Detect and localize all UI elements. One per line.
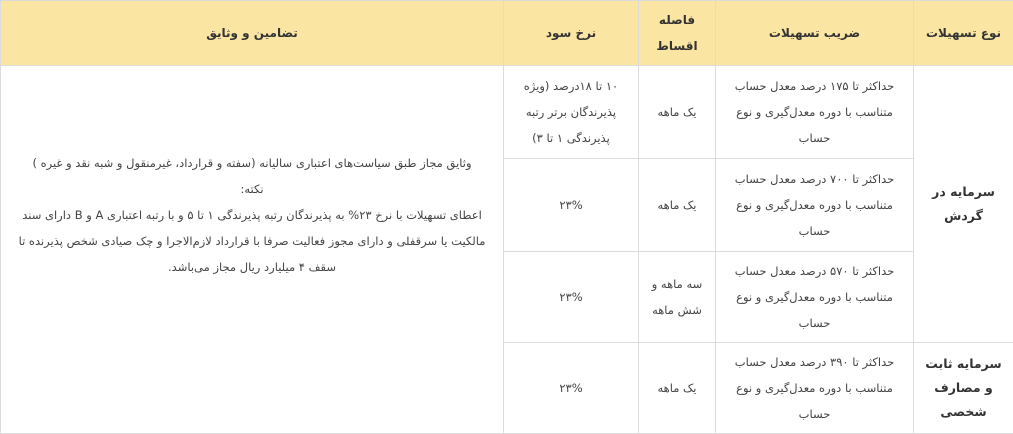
coefficient-cell: حداکثر تا ۳۹۰ درصد معدل حساب متناسب با دوره معدل‌گیری و نوع حساب (716, 343, 914, 434)
header-interest-rate: نرخ سود (504, 1, 639, 66)
table-row (1, 66, 1013, 159)
rate-cell: ۲۳% (504, 159, 639, 252)
interval-cell: یک ماهه (639, 66, 716, 159)
coefficient-cell: حداکثر تا ۵۷۰ درصد معدل حساب متناسب با دوره معدل‌گیری و نوع حساب (716, 252, 914, 343)
header-coefficient: ضریب تسهیلات (716, 1, 914, 66)
table-header-row (1, 1, 1013, 66)
group-fixed-capital: سرمایه ثابت و مصارف شخصی (914, 343, 1013, 434)
header-guarantees: تضامین و وثایق (1, 1, 504, 66)
interval-cell: یک ماهه (639, 159, 716, 252)
coefficient-cell: حداکثر تا ۱۷۵ درصد معدل حساب متناسب با دوره معدل‌گیری و نوع حساب (716, 66, 914, 159)
rate-cell: ۲۳% (504, 343, 639, 434)
guarantees-note-text: اعطای تسهیلات با نرخ ۲۳% به پذیرندگان رتبه پذیرندگی ۱ تا ۵ و با رتبه اعتباری A و B دارای سند مالکیت یا سرقفلی و دارای مجوز فعالیت صرفا با قرارداد لازم‌الاجرا و چک صیادی شخص پذیرنده تا سقف ۴ میلیارد ریال مجاز می‌باشد. (7, 202, 497, 280)
header-installment-interval: فاصله اقساط (639, 1, 716, 66)
group-working-capital: سرمایه در گردش (914, 66, 1013, 343)
rate-cell: ۱۰ تا ۱۸درصد (ویژه پذیرندگان برتر رتبه پذیرندگی ۱ تا ۳) (504, 66, 639, 159)
interval-cell: یک ماهه (639, 343, 716, 434)
coefficient-cell: حداکثر تا ۷۰۰ درصد معدل حساب متناسب با دوره معدل‌گیری و نوع حساب (716, 159, 914, 252)
header-type: نوع تسهیلات (914, 1, 1013, 66)
guarantees-note-label: نکته: (7, 176, 497, 202)
rate-cell: ۲۳% (504, 252, 639, 343)
guarantees-cell (1, 66, 504, 434)
interval-cell: سه ماهه و شش ماهه (639, 252, 716, 343)
guarantees-main-text: وثایق مجاز طبق سیاست‌های اعتباری سالیانه (سفته و قرارداد، غیرمنقول و شبه نقد و غیره ) (7, 150, 497, 176)
